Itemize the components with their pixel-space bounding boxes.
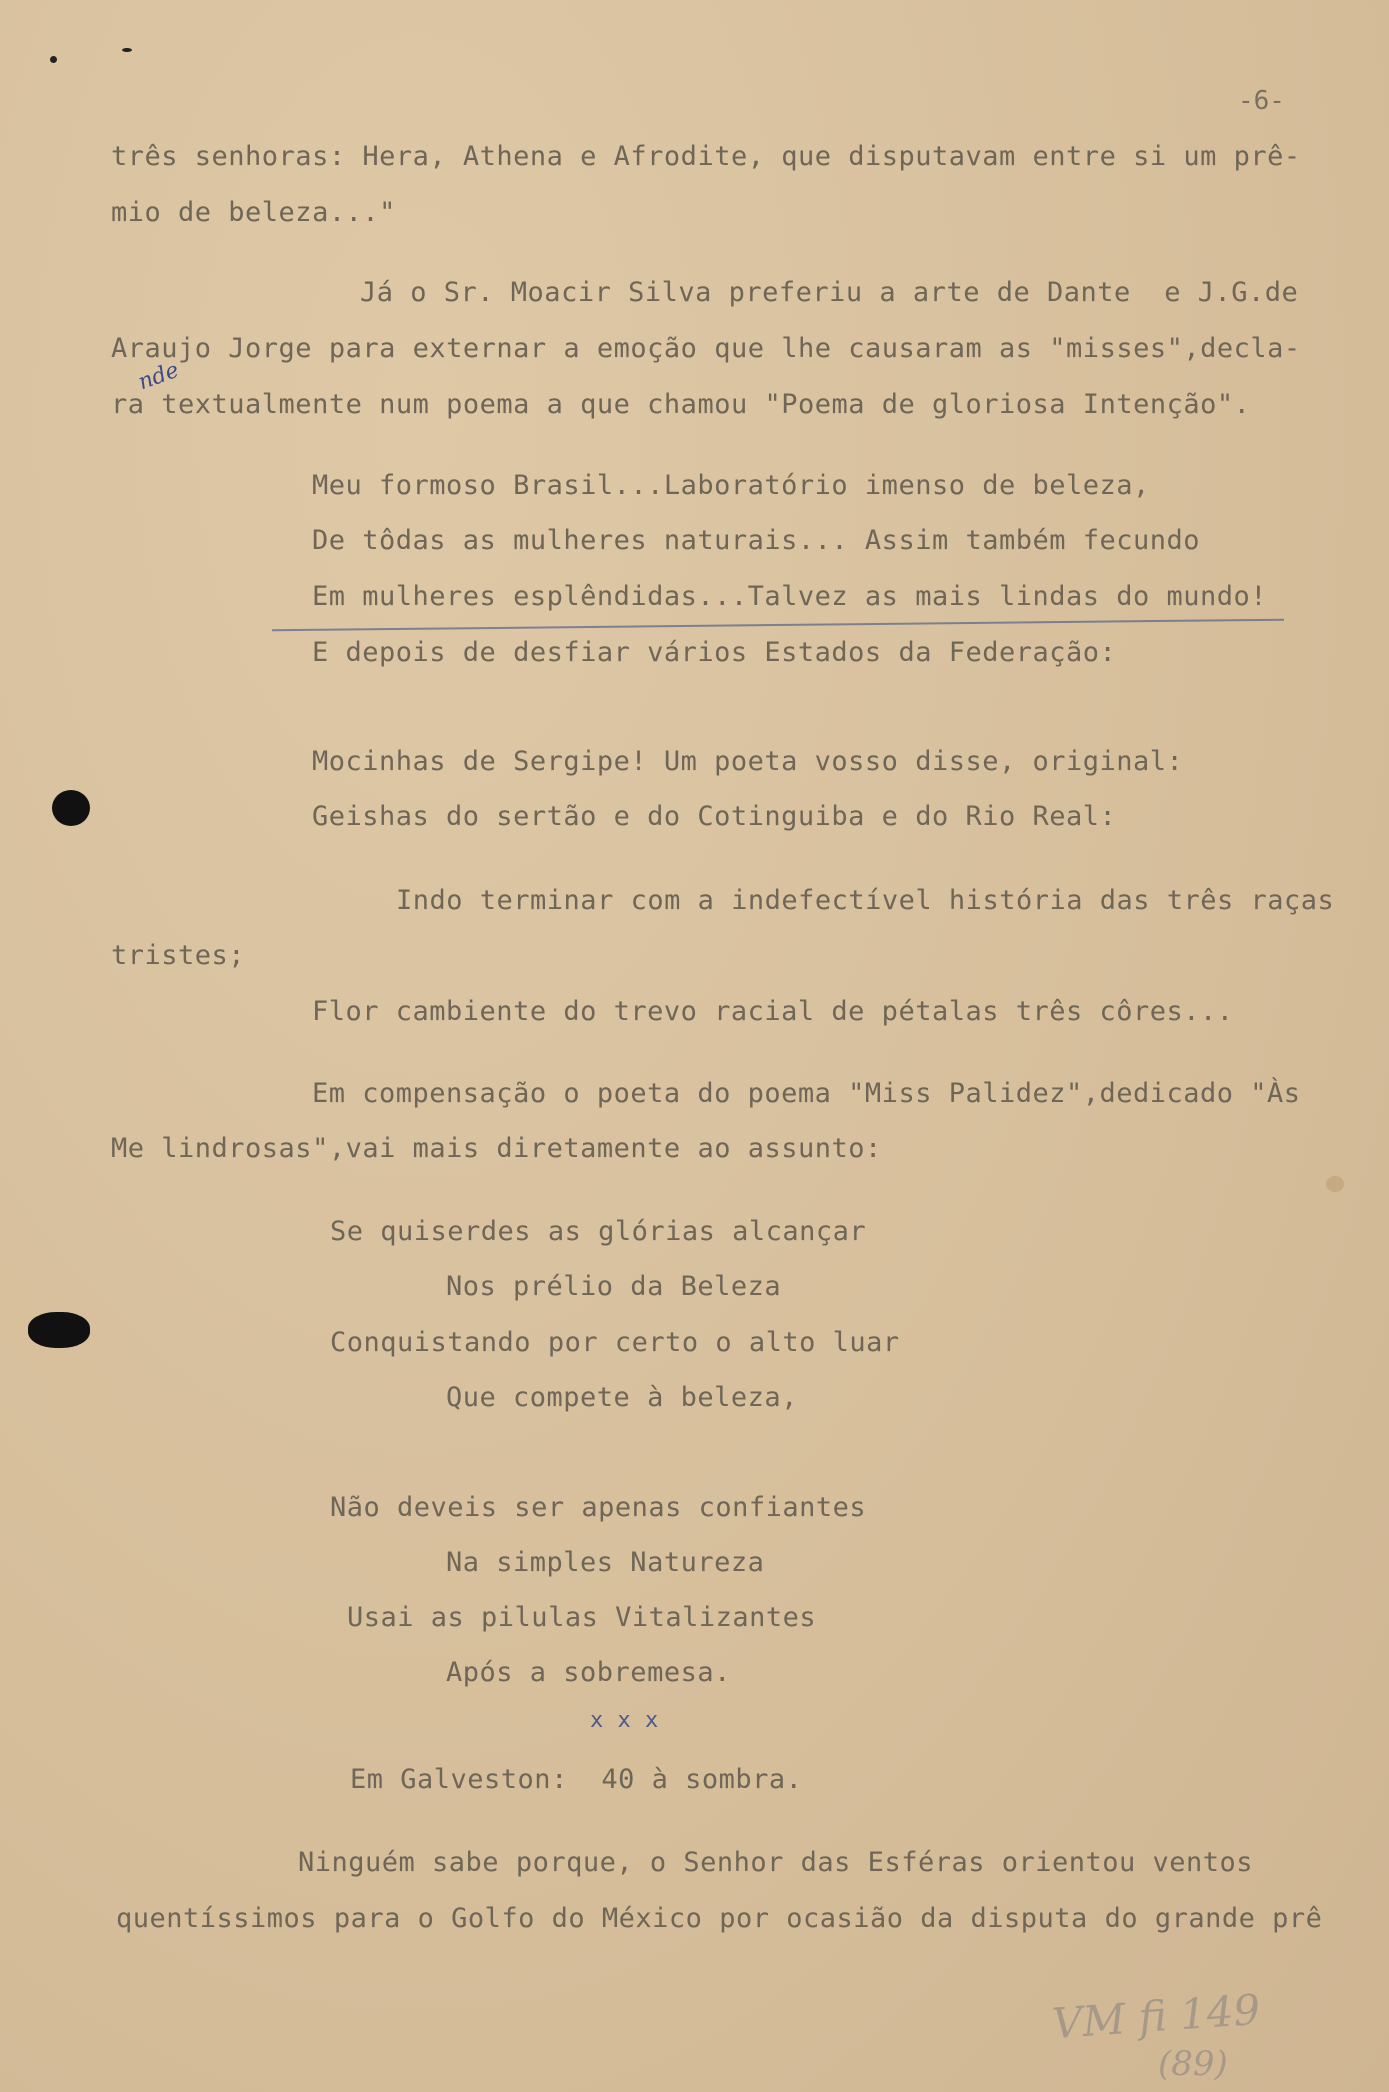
punch-hole xyxy=(52,790,90,826)
text-line: De tôdas as mulheres naturais... Assim também fecundo xyxy=(312,525,1201,556)
text-line: Em compensação o poeta do poema "Miss Palidez",dedicado "Às xyxy=(312,1078,1301,1109)
text-line: mio de beleza..." xyxy=(111,197,396,228)
text-line: Flor cambiente do trevo racial de pétalas três côres... xyxy=(312,996,1234,1027)
text-line: Mocinhas de Sergipe! Um poeta vosso disse, original: xyxy=(312,746,1184,777)
text-line: Se quiserdes as glórias alcançar xyxy=(330,1216,867,1247)
text-line: Na simples Natureza xyxy=(446,1547,765,1578)
text-line: Após a sobremesa. xyxy=(446,1657,731,1688)
text-line: Me lindrosas",vai mais diretamente ao assunto: xyxy=(111,1133,882,1164)
paper-stain xyxy=(1326,1176,1344,1192)
text-line: E depois de desfiar vários Estados da Federação: xyxy=(312,637,1117,668)
text-line: Ninguém sabe porque, o Senhor das Esféras orientou ventos xyxy=(298,1847,1254,1878)
text-line: Indo terminar com a indefectível história das três raças xyxy=(396,885,1335,916)
text-line: Não deveis ser apenas confiantes xyxy=(330,1492,867,1523)
text-line: tristes; xyxy=(111,940,246,971)
pencil-annotation: (89) xyxy=(1158,2044,1228,2084)
text-line: Meu formoso Brasil...Laboratório imenso de beleza, xyxy=(312,470,1150,501)
text-line: Em mulheres esplêndidas...Talvez as mais lindas do mundo! xyxy=(312,581,1268,612)
punch-hole xyxy=(28,1312,90,1348)
ink-underline xyxy=(272,619,1284,632)
text-line: quentíssimos para o Golfo do México por ocasião da disputa do grande prê xyxy=(116,1903,1323,1934)
handwritten-insert: nde xyxy=(134,357,183,396)
text-line: três senhoras: Hera, Athena e Afrodite, que disputavam entre si um prê- xyxy=(111,141,1301,172)
text-line: Conquistando por certo o alto luar xyxy=(330,1327,900,1358)
text-line: Em Galveston: 40 à sombra. xyxy=(350,1764,803,1795)
pencil-annotation: VM fi 149 xyxy=(1050,1984,1262,2049)
text-line: Já o Sr. Moacir Silva preferiu a arte de Dante e J.G.de xyxy=(360,277,1299,308)
text-line: Nos prélio da Beleza xyxy=(446,1271,782,1302)
text-line: ra textualmente num poema a que chamou "Poema de gloriosa Intenção". xyxy=(111,389,1251,420)
text-line: Que compete à beleza, xyxy=(446,1382,798,1413)
ink-speck xyxy=(122,48,132,52)
section-divider: x x x xyxy=(590,1708,659,1733)
text-line: Araujo Jorge para externar a emoção que lhe causaram as "misses",decla- xyxy=(111,333,1301,364)
text-line: Usai as pilulas Vitalizantes xyxy=(347,1602,817,1633)
text-line: Geishas do sertão e do Cotinguiba e do Rio Real: xyxy=(312,801,1117,832)
ink-speck xyxy=(50,56,57,63)
page-number: -6- xyxy=(1238,86,1285,116)
